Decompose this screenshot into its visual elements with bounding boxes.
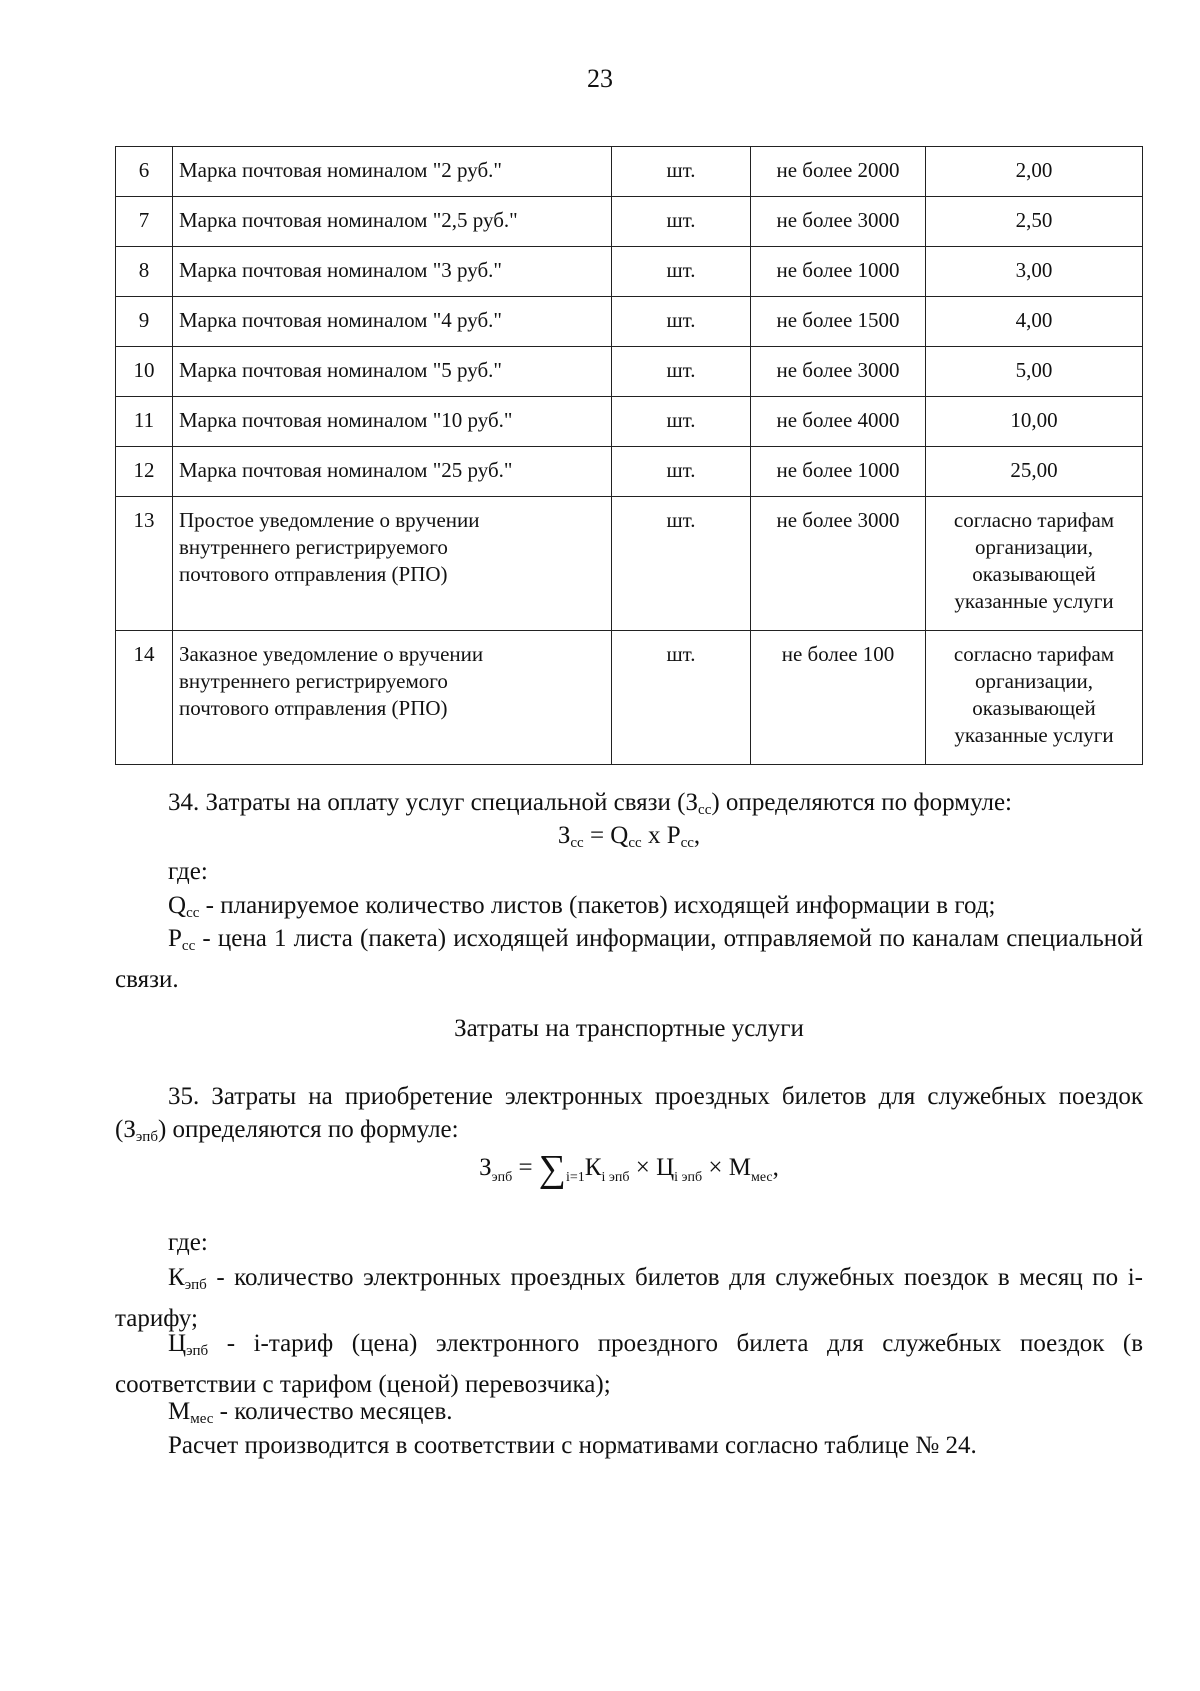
item-quantity: не более 2000 xyxy=(751,147,926,197)
item-price: 25,00 xyxy=(926,447,1143,497)
item-name: Марка почтовая номиналом "3 руб." xyxy=(173,247,612,297)
item-price xyxy=(926,631,1143,765)
table-row xyxy=(116,397,1143,447)
row-number: 8 xyxy=(116,247,173,297)
item-price: 2,50 xyxy=(926,197,1143,247)
item-name xyxy=(173,497,612,631)
row-number: 7 xyxy=(116,197,173,247)
item-name-line: Простое уведомление о вручении xyxy=(179,508,480,532)
item-name-line: внутреннего регистрируемого xyxy=(179,669,448,693)
item-quantity: не более 1500 xyxy=(751,297,926,347)
item-name-line: Заказное уведомление о вручении xyxy=(179,642,484,666)
row-number: 6 xyxy=(116,147,173,197)
where-label: где: xyxy=(168,1229,208,1256)
item-unit: шт. xyxy=(612,447,751,497)
item-name: Марка почтовая номиналом "2 руб." xyxy=(173,147,612,197)
table-row xyxy=(116,631,1143,765)
item-name: Марка почтовая номиналом "2,5 руб." xyxy=(173,197,612,247)
definition-q: $Q_{сс}$ - планируемое количество листов (пакетов) исходящей информации в год; xyxy=(168,892,996,921)
item-name-line: почтового отправления (РПО) xyxy=(179,696,448,720)
item-quantity: не более 3000 xyxy=(751,497,926,631)
item-name: Марка почтовая номиналом "25 руб." xyxy=(173,447,612,497)
table-row xyxy=(116,247,1143,297)
table-row xyxy=(116,447,1143,497)
item-price: 5,00 xyxy=(926,347,1143,397)
item-price: 2,00 xyxy=(926,147,1143,197)
definition-c: $Ц_{эпб}$ - i-тариф (цена) электронного проездного билета для служебных поездок (в соответствии с тарифом (ценой) перевозчика); xyxy=(115,1330,1143,1398)
item-unit: шт. xyxy=(612,631,751,765)
item-name-line: внутреннего регистрируемого xyxy=(179,535,448,559)
row-number: 9 xyxy=(116,297,173,347)
table-row xyxy=(116,497,1143,631)
table-row xyxy=(116,197,1143,247)
item-quantity: не более 1000 xyxy=(751,447,926,497)
item-quantity: не более 3000 xyxy=(751,347,926,397)
norms-table xyxy=(115,146,1143,765)
item-unit: шт. xyxy=(612,197,751,247)
sum-symbol: ∑ xyxy=(538,1148,566,1190)
item-price-line: организации, xyxy=(975,669,1093,693)
item-unit: шт. xyxy=(612,397,751,447)
item-price-line: согласно тарифам xyxy=(953,508,1115,532)
item-name: Марка почтовая номиналом "10 руб." xyxy=(173,397,612,447)
item-price-line: указанные услуги xyxy=(954,723,1114,747)
where-label: где: xyxy=(168,858,208,885)
row-number: 11 xyxy=(116,397,173,447)
row-number: 14 xyxy=(116,631,173,765)
item-name: Марка почтовая номиналом "5 руб." xyxy=(173,347,612,397)
item-price xyxy=(926,497,1143,631)
section-34-intro: 34. Затраты на оплату услуг специальной связи $(З_{сс})$ определяются по формуле: xyxy=(168,789,1012,818)
item-price-line: согласно тарифам xyxy=(953,642,1115,666)
item-price-line: указанные услуги xyxy=(954,589,1114,613)
item-name: Марка почтовая номиналом "4 руб." xyxy=(173,297,612,347)
section-35-intro: 35. Затраты на приобретение электронных проездных билетов для служебных поездок $(З_{эпб})$ определяются по формуле: xyxy=(115,1083,1143,1145)
definition-p: $P_{сс}$ - цена 1 листа (пакета) исходящей информации, отправляемой по каналам специальной связи. xyxy=(115,925,1143,993)
formula-special-communication: $З_{сс} = Q_{сс}$ x $P_{сс}$, xyxy=(557,822,701,851)
item-unit: шт. xyxy=(612,347,751,397)
item-unit: шт. xyxy=(612,247,751,297)
item-quantity: не более 1000 xyxy=(751,247,926,297)
definition-m: $М_{мес}$ - количество месяцев. xyxy=(168,1398,453,1427)
table-row xyxy=(116,147,1143,197)
item-price-line: оказывающей xyxy=(972,696,1096,720)
item-unit: шт. xyxy=(612,297,751,347)
item-quantity: не более 100 xyxy=(751,631,926,765)
row-number: 13 xyxy=(116,497,173,631)
item-price: 4,00 xyxy=(926,297,1143,347)
table-row xyxy=(116,347,1143,397)
item-price-line: оказывающей xyxy=(972,562,1096,586)
calculation-note: Расчет производится в соответствии с нормативами согласно таблице № 24. xyxy=(168,1432,977,1459)
item-unit: шт. xyxy=(612,147,751,197)
definition-k: $К_{эпб}$ - количество электронных проездных билетов для служебных поездок в месяц по i-тарифу; xyxy=(115,1264,1143,1332)
item-price-line: организации, xyxy=(975,535,1093,559)
item-quantity: не более 3000 xyxy=(751,197,926,247)
item-name-line: почтового отправления (РПО) xyxy=(179,562,448,586)
table-row xyxy=(116,297,1143,347)
page-number: 23 xyxy=(587,64,613,93)
item-unit: шт. xyxy=(612,497,751,631)
item-name xyxy=(173,631,612,765)
item-price: 10,00 xyxy=(926,397,1143,447)
row-number: 10 xyxy=(116,347,173,397)
item-price: 3,00 xyxy=(926,247,1143,297)
formula-ticket-costs: $З_{эпб} = \sum_{i=1}К_{i эпб} \times Ц_{i эпб} \times М_{мес}$, xyxy=(479,1148,779,1190)
section-heading: Затраты на транспортные услуги xyxy=(454,1015,804,1042)
row-number: 12 xyxy=(116,447,173,497)
item-quantity: не более 4000 xyxy=(751,397,926,447)
